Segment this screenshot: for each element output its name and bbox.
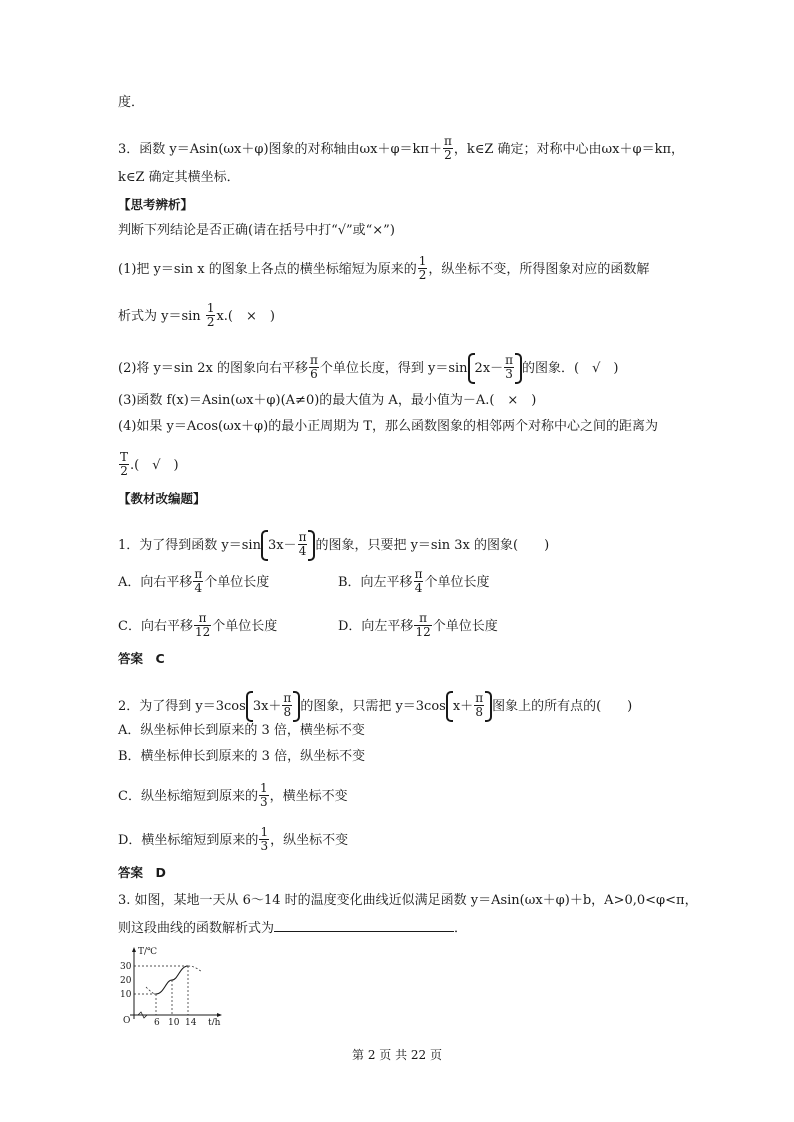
problem-1-options-ab — [118, 569, 269, 596]
problem-3-cont: 则这段曲线的函数解析式为 ． — [118, 918, 467, 938]
temperature-graph — [118, 945, 228, 1025]
intro-item-3: 3．函数 y＝Asin(ωx＋φ)图象的对称轴由ωx＋φ＝kπ＋ $\frac{\pi}{2}$ ，k∈Z 确定；对称中心由ωx＋φ＝kπ， — [118, 134, 684, 162]
answer-blank — [274, 918, 454, 932]
fraction: $\frac{\pi}{6}$ — [309, 353, 318, 381]
think-q4-cont: $\frac{T}{2}$ .( √ ) — [120, 450, 179, 478]
intro-item-3-cont: k∈Z 确定其横坐标． — [118, 170, 240, 185]
y-tick-30: 30 — [120, 962, 132, 972]
y-axis-arrow — [132, 947, 136, 952]
think-prompt: 判断下列结论是否正确(请在括号中打“√”或“×”) — [118, 223, 395, 238]
problem-2: 2．为了得到 y＝3cos 3x＋ $\frac{\pi}{8}$ 的图象，只需把 y＝3cos x＋ $\frac{\pi}{8}$ 图象上的所有点的( ) — [118, 691, 633, 719]
fraction: $\frac{T}{2}$ — [120, 450, 129, 478]
curve-extension-right — [188, 966, 202, 972]
bracket-expression: x＋ $\frac{\pi}{8}$ — [446, 693, 492, 720]
bracket-expression: 3x＋ $\frac{\pi}{8}$ — [246, 693, 301, 720]
intro-line-0: 度． — [118, 95, 145, 110]
problem-3: 3. 如图，某地一天从 6～14 时的温度变化曲线近似满足函数 y＝Asin(ωx＋φ)＋b，A>0,0<φ<π， — [118, 893, 698, 908]
problem-2-option-c: C．纵坐标缩短到原来的 $\frac{1}{3}$ ，横坐标不变 — [118, 781, 348, 809]
think-q3: (3)函数 f(x)＝Asin(ωx＋φ)(A≠0)的最大值为 A，最小值为－A.( × ) — [118, 393, 537, 408]
problem-2-option-b: B．横坐标伸长到原来的 3 倍，纵坐标不变 — [118, 749, 366, 764]
answer-2: 答案 D — [118, 865, 166, 880]
think-q1: (1)把 y＝sin x 的图象上各点的横坐标缩短为原来的 $\frac{1}{2}$ ，纵坐标不变，所得图象对应的函数解 — [118, 254, 650, 282]
think-q2: (2)将 y＝sin 2x 的图象向右平移 $\frac{\pi}{6}$ 个单位长度，得到 y＝sin 2x－ $\frac{\pi}{3}$ 的图象．( √ ) — [118, 353, 619, 381]
section-header-textbook: 【教材改编题】 — [118, 491, 206, 506]
curve-extension-left — [146, 987, 156, 994]
bracket-expression: 3x－ $\frac{\pi}{4}$ — [261, 532, 316, 559]
x-axis-arrow — [217, 1013, 222, 1017]
option-a: A．向右平移 $\frac{\pi}{4}$ 个单位长度 — [118, 567, 270, 595]
y-tick-20: 20 — [120, 976, 132, 986]
problem-2-option-a: A．纵坐标伸长到原来的 3 倍，横坐标不变 — [118, 723, 365, 738]
think-q4: (4)如果 y＝Acos(ωx＋φ)的最小正周期为 T，那么函数图象的相邻两个对称中心之间的距离为 — [118, 419, 659, 434]
answer-1: 答案 C — [118, 651, 165, 666]
option-c: C．向右平移 $\frac{\pi}{12}$ 个单位长度 — [118, 611, 278, 639]
problem-1: 1．为了得到函数 y＝sin 3x－ $\frac{\pi}{4}$ 的图象，只要把 y＝sin 3x 的图象( ) — [118, 530, 550, 558]
fraction: $\frac{1}{2}$ — [206, 301, 215, 329]
problem-2-option-d: D．横坐标缩短到原来的 $\frac{1}{3}$ ，纵坐标不变 — [118, 825, 349, 853]
y-tick-10: 10 — [120, 990, 132, 1000]
think-q1-cont: 析式为 y＝sin $\frac{1}{2}$ x.( × ) — [118, 301, 275, 329]
x-tick-6: 6 — [154, 1018, 160, 1025]
y-axis-label: T/℃ — [138, 947, 158, 957]
x-tick-14: 14 — [185, 1018, 197, 1025]
section-header-think: 【思考辨析】 — [118, 197, 194, 212]
x-axis-label: t/h — [208, 1018, 221, 1025]
fraction: $\frac{\pi}{2}$ — [443, 134, 452, 162]
fraction: $\frac{1}{2}$ — [418, 254, 427, 282]
bracket-expression: 2x－ $\frac{\pi}{3}$ — [468, 355, 523, 382]
x-tick-10: 10 — [168, 1018, 180, 1025]
page-footer: 第 2 页 共 22 页 — [352, 1048, 442, 1062]
origin-label: O — [123, 1016, 131, 1025]
option-d: D．向左平移 $\frac{\pi}{12}$ 个单位长度 — [338, 611, 498, 639]
option-b: B．向左平移 $\frac{\pi}{4}$ 个单位长度 — [338, 567, 490, 595]
